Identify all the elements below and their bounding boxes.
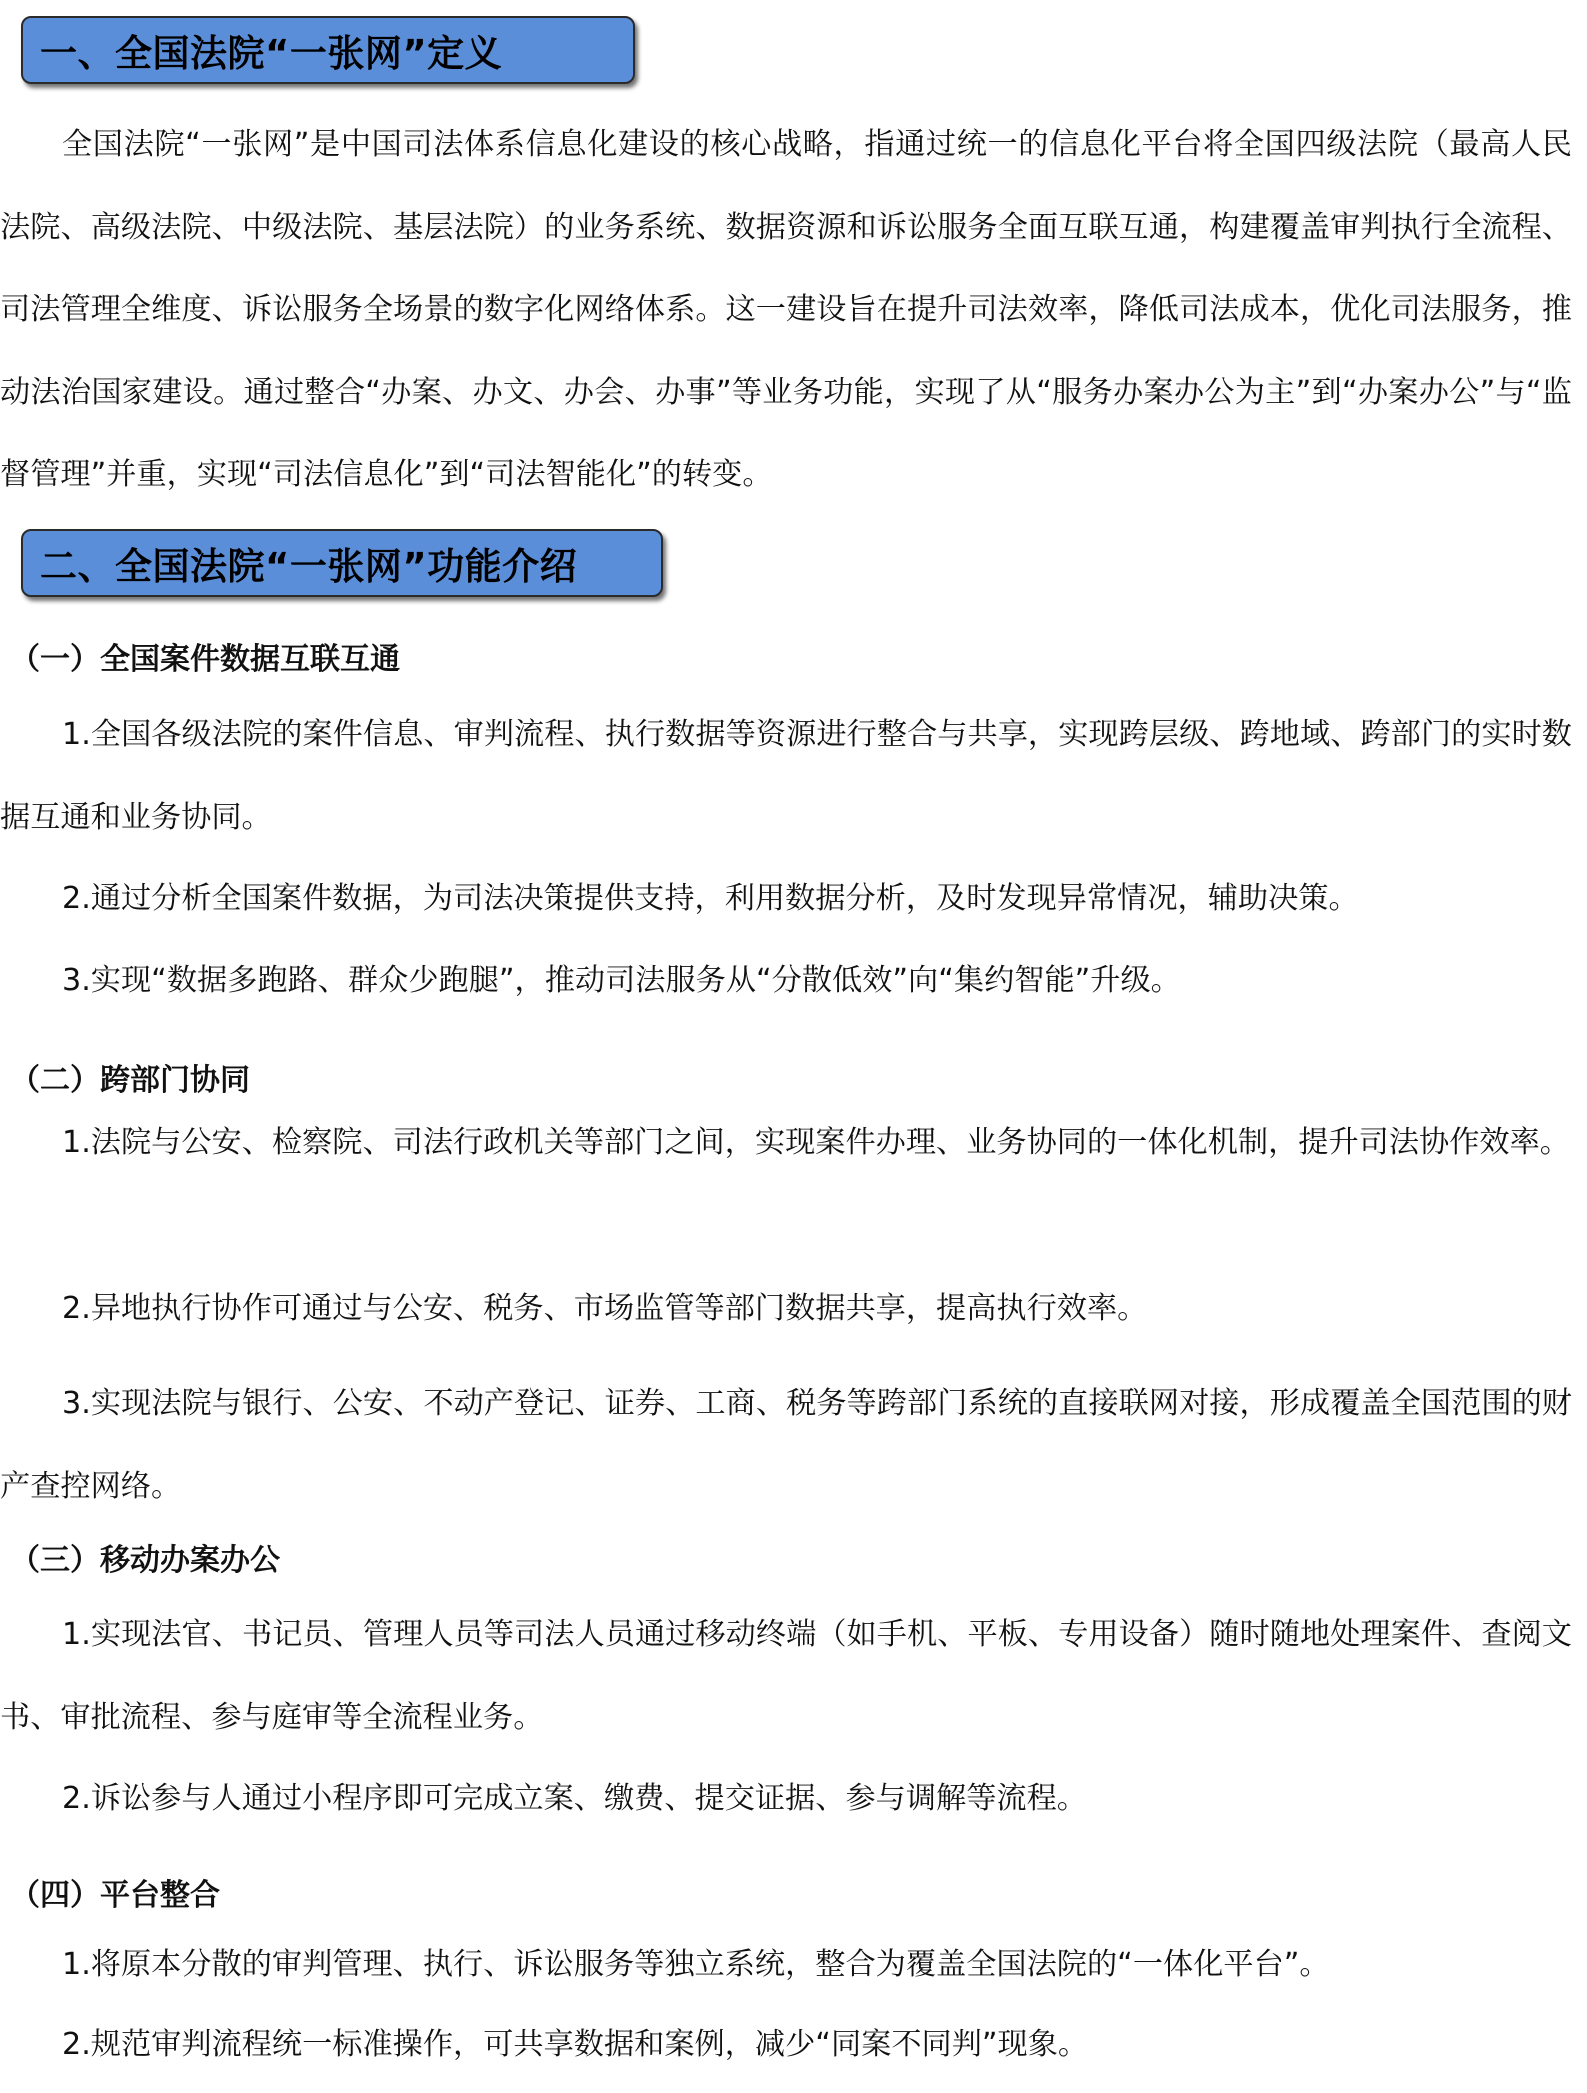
section-heading-functions — [21, 529, 663, 597]
list-item: 2.异地执行协作可通过与公安、税务、市场监管等部门数据共享，提高执行效率。 — [62, 1291, 1148, 1326]
subsection-title-cross-department: （二）跨部门协同 — [10, 1063, 250, 1098]
definition-paragraph: 全国法院“一张网”是中国司法体系信息化建设的核心战略，指通过统一的信息化平台将全国四级法院（最高人民法院、高级法院、中级法院、基层法院）的业务系统、数据资源和诉讼服务全面互联互通，构建覆盖审判执行全流程、司法管理全维度、诉讼服务全场景的数字化网络体系。这一建设旨在提升司法效率，降低司法成本，优化司法服务，推动法治国家建设。通过整合“办案、办文、办会、办事”等业务功能，实现了从“服务办案办公为主”到“办案办公”与“监督管理”并重，实现“司法信息化”到“司法智能化”的转变。 — [0, 127, 1572, 492]
subsection-title-data-interconnect: （一）全国案件数据互联互通 — [10, 642, 400, 677]
section-heading-text: 二、全国法院“一张网”功能介绍 — [40, 545, 578, 588]
list-item: 2.诉讼参与人通过小程序即可完成立案、缴费、提交证据、参与调解等流程。 — [62, 1781, 1087, 1816]
list-item: 1.将原本分散的审判管理、执行、诉讼服务等独立系统，整合为覆盖全国法院的“一体化平台”。 — [62, 1947, 1330, 1982]
section-heading-definition — [21, 16, 635, 84]
list-item: 1.法院与公安、检察院、司法行政机关等部门之间，实现案件办理、业务协同的一体化机制，提升司法协作效率。 — [62, 1125, 1570, 1160]
subsection-title-platform-integration: （四）平台整合 — [10, 1878, 220, 1913]
list-item: 3.实现法院与银行、公安、不动产登记、证券、工商、税务等跨部门系统的直接联网对接，形成覆盖全国范围的财产查控网络。 — [0, 1386, 1572, 1504]
list-item: 1.实现法官、书记员、管理人员等司法人员通过移动终端（如手机、平板、专用设备）随时随地处理案件、查阅文书、审批流程、参与庭审等全流程业务。 — [0, 1617, 1572, 1735]
list-item: 1.全国各级法院的案件信息、审判流程、执行数据等资源进行整合与共享，实现跨层级、跨地域、跨部门的实时数据互通和业务协同。 — [0, 717, 1572, 835]
subsection-title-mobile-office: （三）移动办案办公 — [10, 1543, 280, 1578]
list-item: 3.实现“数据多跑路、群众少跑腿”，推动司法服务从“分散低效”向“集约智能”升级。 — [62, 963, 1181, 998]
list-item: 2.规范审判流程统一标准操作，可共享数据和案例，减少“同案不同判”现象。 — [62, 2027, 1089, 2062]
section-heading-text: 一、全国法院“一张网”定义 — [40, 32, 503, 75]
list-item: 2.通过分析全国案件数据，为司法决策提供支持，利用数据分析，及时发现异常情况，辅助决策。 — [62, 881, 1359, 916]
